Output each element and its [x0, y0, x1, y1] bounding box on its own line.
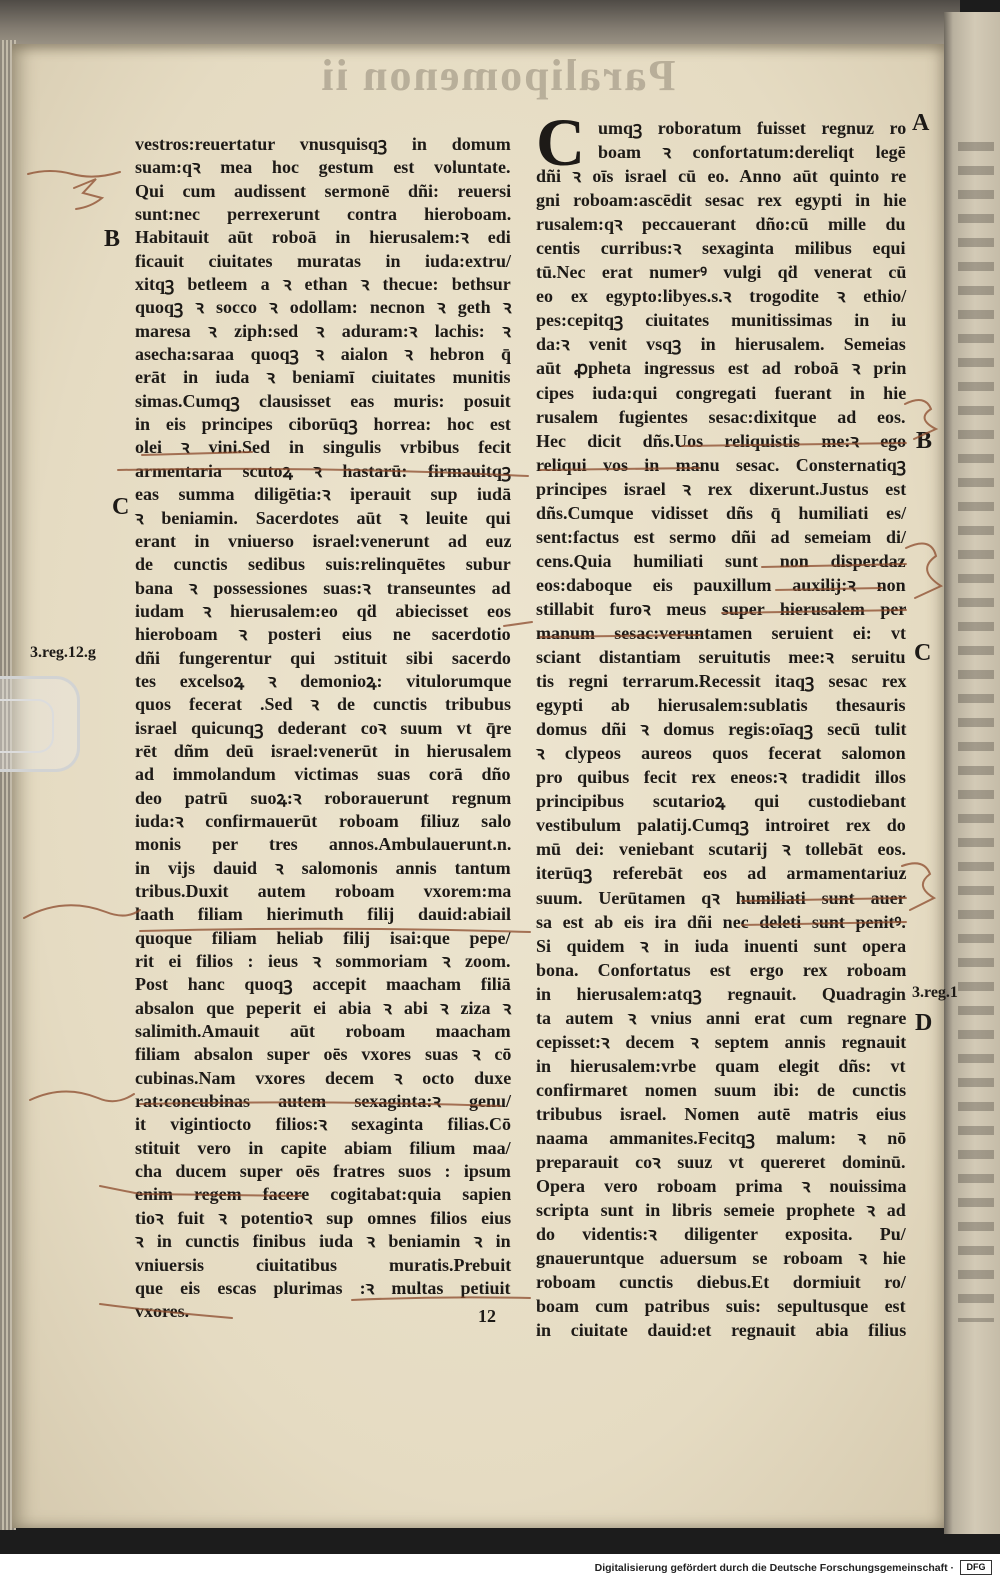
line-text: armentaria scutoꝝ ꝛ hastarū: firmauitqꝫ [135, 460, 512, 481]
text-line [135, 460, 511, 483]
line-text: asecha:saraa quoqꝫ ꝛ aialon ꝛ hebron q̄ [135, 344, 511, 365]
marginal-reference: 3.reg.1 [912, 984, 958, 1001]
line-text: umqꝫ roboratum fuisset regnuz ro [598, 118, 907, 138]
line-text: quos fecerat .Sed ꝛ de cunctis tribubus [135, 694, 512, 715]
line-text: cubinas.Nam vxores decem ꝛ octo duxe [135, 1067, 512, 1088]
text-line [135, 436, 511, 459]
text-line [135, 880, 511, 903]
line-text: dñs.Cumque vidisset dñs q̄ humiliati es/ [536, 502, 907, 523]
line-text: boam ꝛ confortatum:dereliqt legē [598, 142, 906, 163]
line-text: boam cum patribus suis: sepultusque est [536, 1296, 906, 1317]
line-text: in hierusalem:atqꝫ regnauit. Quadragin [536, 983, 906, 1004]
line-text: it vigintiocto filios:ꝛ sexaginta filias.Cō [135, 1114, 512, 1135]
text-line [135, 1067, 511, 1090]
text-line [135, 1020, 511, 1043]
line-text: de cunctis sedibus suis:relinquētes subur [135, 554, 511, 575]
text-line [536, 1246, 906, 1270]
line-text: stituit vero in capite abiam filium maa/ [135, 1137, 511, 1158]
text-line [135, 413, 511, 436]
line-text: quoque filiam heliab filij isai:que pepe/ [135, 927, 511, 948]
text-line [135, 693, 511, 716]
line-text: Qui cum audissent sermonē dñi: reuersi [135, 180, 512, 201]
text-line [135, 997, 511, 1020]
text-line [135, 1043, 511, 1066]
text-line [536, 381, 906, 405]
line-text: simas.Cumqꝫ clausisset eas muris: posuit [135, 390, 511, 411]
footer-bar [0, 1554, 1000, 1583]
line-text: monis per tres annos.Ambulauerunt.n. [135, 834, 512, 855]
text-line [135, 623, 511, 646]
text-line [135, 226, 511, 249]
text-line [536, 669, 906, 693]
line-text: que eis escas plurimas :ꝛ multas petiuit [135, 1277, 511, 1298]
text-line [135, 156, 511, 179]
text-line [135, 600, 511, 623]
line-text: rit ei filios : ieus ꝛ sommoriam ꝛ zoom. [135, 951, 511, 972]
line-text: dñi ꝛ oīs israel cū eo. Anno aūt quinto re [536, 166, 907, 187]
text-line [135, 273, 511, 296]
line-text: israel quicunqꝫ dederant coꝛ suum vt q̄re [135, 717, 512, 738]
line-text: eos:daboque eis pauxillum auxilij:ꝛ non [536, 574, 906, 595]
text-line [536, 837, 906, 861]
text-line [135, 1254, 511, 1277]
text-line [135, 647, 511, 670]
text-line [135, 950, 511, 973]
text-line [135, 180, 511, 203]
marginal-note: B [916, 428, 933, 454]
text-line [536, 958, 906, 982]
line-text: stillabit furoꝛ meus super hierusalem per [536, 598, 907, 619]
marginal-note: D [915, 1010, 933, 1036]
text-line [536, 693, 906, 717]
text-line [135, 1090, 511, 1113]
line-text: tribus.Duxit autem roboam vxorem:ma [135, 881, 512, 901]
line-text: erāt in iuda ꝛ beniamī ciuitates munitis [135, 367, 511, 388]
text-line [536, 356, 906, 380]
text-line [536, 212, 906, 236]
text-line [536, 236, 906, 260]
text-line [135, 1160, 511, 1183]
text-line [536, 621, 906, 645]
text-line [135, 857, 511, 880]
signature-mark: 12 [478, 1306, 496, 1326]
facing-page-edge [944, 12, 1000, 1534]
text-line [536, 1318, 906, 1342]
text-line [536, 501, 906, 525]
line-text: suum. Uerūtamen qꝛ humiliati sunt auer [536, 887, 906, 908]
text-line [536, 741, 906, 765]
text-line [536, 861, 906, 885]
text-line [536, 765, 906, 789]
line-text: iuda:ꝛ confirmauerūt roboam filiuz salo [135, 810, 512, 831]
line-text: filiam absalon super oēs vxores suas ꝛ cō [135, 1044, 512, 1065]
line-text: maresa ꝛ ziph:sed ꝛ aduram:ꝛ lachis: ꝛ [135, 320, 511, 341]
text-line [536, 1150, 906, 1174]
text-line [536, 477, 906, 501]
line-text: mū dei: veniebant scutarij ꝛ tollebāt eos. [536, 839, 907, 860]
text-line [135, 507, 511, 530]
text-line [536, 886, 906, 910]
text-line [536, 405, 906, 429]
line-text: ad immolandum victimas suas corā dño [135, 764, 511, 785]
line-text: tis regni terrarum.Recessit itaqꝫ sesac rex [536, 671, 907, 692]
text-line [135, 343, 511, 366]
line-text: vniuersis ciuitatibus muratis.Prebuit [135, 1254, 512, 1275]
funding-credit: Digitalisierung gefördert durch die Deutsche Forschungsgemeinschaft · [594, 1562, 954, 1574]
line-text: tribubus israel. Nomen autē matris eius [536, 1103, 906, 1124]
running-head: Paralipomenon ii [319, 51, 676, 100]
line-text: do videntis:ꝛ diligenter exposita. Pu/ [536, 1224, 906, 1245]
line-text: da:ꝛ venit vsqꝫ in hierusalem. Semeias [536, 334, 906, 355]
text-line [536, 1078, 906, 1102]
text-line [135, 530, 511, 553]
line-text: naama ammanites.Fecitqꝫ malum: ꝛ nō [536, 1127, 907, 1148]
text-line [536, 525, 906, 549]
line-text: in vijs dauid ꝛ salomonis annis tantum [135, 857, 511, 878]
text-line [135, 320, 511, 343]
line-text: eas summa diligētia:ꝛ iperauit sup iudā [135, 484, 512, 505]
text-line [135, 927, 511, 950]
text-line [135, 810, 511, 833]
text-line [536, 260, 906, 284]
line-text: domus dñi ꝛ domus regis:oīaqꝫ secū tulit [536, 719, 907, 740]
text-line [135, 740, 511, 763]
paper-clip [0, 676, 80, 772]
line-text: bona. Confortatus est ergo rex roboam [536, 959, 907, 980]
text-line [135, 1207, 511, 1230]
line-text: gni roboam:ascēdit sesac rex egypti in hie [536, 190, 907, 211]
line-text: principibus scutarioꝝ qui custodiebant [536, 791, 906, 812]
text-line [135, 1277, 511, 1300]
line-text: enim regem facere cogitabat:quia sapien [135, 1184, 512, 1205]
line-text: deo patrū suoꝝ:ꝛ roborauerunt regnum [135, 787, 512, 808]
line-text: rusalem fugientes sesac:dixitque ad eos. [536, 406, 906, 427]
line-text: cens.Quia humiliati sunt non disperdaz [536, 550, 906, 571]
line-text: ꝛ clypeos aureos quos fecerat salomon [536, 743, 906, 764]
line-text: vxores. [135, 1301, 190, 1322]
left-text-column [135, 133, 511, 1324]
line-text: Post hanc quoqꝫ accepit maacham filiā [135, 974, 511, 995]
line-text: tioꝛ fuit ꝛ potentioꝛ sup omnes filios eius [135, 1207, 512, 1228]
text-line [135, 973, 511, 996]
line-text: absalon que peperit ei abia ꝛ abi ꝛ ziza ꝛ [135, 997, 512, 1018]
text-line [536, 1126, 906, 1150]
line-text: preparauit coꝛ suuz vt quereret dominū. [536, 1152, 906, 1173]
text-line [536, 1102, 906, 1126]
line-text: roboam cunctis diebus.Et dormiuit ro/ [536, 1272, 906, 1293]
text-line [536, 597, 906, 621]
line-text: pes:cepitqꝫ ciuitates munitissimas in iu [536, 310, 907, 331]
line-text: in hierusalem:vrbe quam elegit dñs: vt [536, 1055, 906, 1076]
marginal-note: C [112, 494, 130, 520]
dfg-logo: DFG [960, 1560, 992, 1575]
line-text: scripta sunt in libris semeie prophete ꝛ ad [536, 1200, 906, 1221]
marginal-reference: 3.reg.12.g [30, 644, 96, 661]
line-text: iudam ꝛ hierusalem:eo qḋ abiecisset eos [135, 600, 512, 621]
initial-letter: C [536, 104, 586, 180]
text-line [536, 284, 906, 308]
text-line [536, 717, 906, 741]
line-text: rēt dñm deū israel:venerūt in hierusalem [135, 740, 512, 761]
line-text: vestibulum palatij.Cumqꝫ introiret rex do [536, 815, 906, 836]
line-text: xitqꝫ betleem a ꝛ ethan ꝛ thecue: bethsur [135, 274, 511, 295]
line-text: suam:qꝛ mea hoc gestum est voluntate. [135, 157, 511, 178]
text-line [536, 910, 906, 934]
line-text: manum sesac:veruntamen seruient ei: vt [536, 622, 906, 643]
text-line [536, 1054, 906, 1078]
line-text: gnaueruntque aduersum se roboam ꝛ hie [536, 1248, 906, 1269]
text-line [536, 164, 906, 188]
line-text: eo ex egypto:libyes.s.ꝛ trogodite ꝛ ethio/ [536, 286, 907, 307]
line-text: bana ꝛ possessiones suas:ꝛ transeuntes ad [135, 577, 511, 598]
right-text-column [536, 116, 906, 1342]
text-line [536, 116, 906, 140]
line-text: ꝛ beniamin. Sacerdotes aūt ꝛ leuite qui [135, 507, 511, 528]
text-line [536, 1174, 906, 1198]
text-line [135, 787, 511, 810]
text-line [536, 982, 906, 1006]
line-text: dñi fungerentur qui ɔstituit sibi sacerdo [135, 647, 511, 668]
line-text: pro quibus fecit rex eneos:ꝛ tradidit illos [536, 767, 906, 788]
line-text: centis curribus:ꝛ sexaginta milibus equi [536, 238, 906, 259]
text-line [135, 1113, 511, 1136]
text-line [135, 553, 511, 576]
line-text: erant in vniuerso israel:venerunt ad euz [135, 530, 512, 551]
text-line [536, 1198, 906, 1222]
text-line [135, 717, 511, 740]
text-line [135, 203, 511, 226]
line-text: tes excelsoꝝ ꝛ demonioꝝ: vitulorumque [135, 670, 512, 691]
text-line [135, 390, 511, 413]
text-line [135, 296, 511, 319]
text-line [135, 577, 511, 600]
text-line [536, 332, 906, 356]
line-text: egypti ab hierusalem:sublatis thesauris [536, 695, 906, 716]
line-text: ꝛ in cunctis finibus iuda ꝛ beniamin ꝛ in [135, 1231, 511, 1252]
text-line [536, 1030, 906, 1054]
text-line [536, 429, 906, 453]
text-line [536, 645, 906, 669]
line-text: Si quidem ꝛ in iuda inuenti sunt opera [536, 935, 907, 956]
text-line [536, 1270, 906, 1294]
text-line [536, 573, 906, 597]
line-text: in ciuitate dauid:et regnauit abia filius [536, 1320, 907, 1341]
text-line [536, 1222, 906, 1246]
line-text: aūt ꝓpheta ingressus est ad roboā ꝛ prin [536, 358, 907, 379]
text-line [536, 934, 906, 958]
text-line [135, 133, 511, 156]
marginal-note: C [914, 640, 932, 666]
line-text: tū.Nec erat numerꝰ vulgi qḋ venerat cū [536, 262, 907, 283]
text-line [135, 763, 511, 786]
text-line [135, 833, 511, 856]
text-line [536, 1294, 906, 1318]
line-text: iterūqꝫ referebāt eos ad armamentariuz [536, 863, 907, 884]
line-text: sciant distantiam seruitutis mee:ꝛ seruitu [536, 647, 906, 668]
line-text: sunt:nec perrexerunt contra hieroboam. [135, 204, 512, 225]
line-text: salimith.Amauit aūt roboam maacham [135, 1021, 511, 1042]
line-text: rat:concubinas autem sexaginta:ꝛ genu/ [135, 1091, 512, 1112]
text-line [135, 1137, 511, 1160]
text-line [536, 549, 906, 573]
text-line [135, 1183, 511, 1206]
text-line [135, 366, 511, 389]
marginal-note: B [104, 226, 121, 252]
text-line [135, 903, 511, 926]
line-text: rusalem:qꝛ peccauerant dño:cū mille du [536, 214, 906, 235]
line-text: laath filiam hierimuth filij dauid:abiail [135, 904, 512, 925]
line-text: Habitauit aūt roboā in hierusalem:ꝛ edi [135, 227, 511, 248]
line-text: Hec dicit dñs.Uos reliquistis me:ꝛ ego [536, 430, 907, 451]
line-text: hieroboam ꝛ posteri eius ne sacerdotio [135, 624, 511, 645]
text-line [536, 140, 906, 164]
line-text: sent:factus est sermo dñi ad semeiam di/ [536, 526, 906, 547]
line-text: Opera vero roboam prima ꝛ nouissima [536, 1176, 907, 1197]
line-text: cha ducem super oēs fratres suos : ipsum [135, 1161, 511, 1182]
text-line [135, 483, 511, 506]
line-text: olei ꝛ vini.Sed in singulis vrbibus fecit [135, 437, 512, 458]
line-text: principes israel ꝛ rex dixerunt.Justus est [536, 478, 907, 499]
text-line [135, 1230, 511, 1253]
line-text: ta autem ꝛ vnius anni erat cum regnare [536, 1007, 907, 1028]
line-text: reliqui vos in manu sesac. Consternatiqꝫ [536, 454, 906, 475]
text-line [536, 188, 906, 212]
text-line [135, 1300, 511, 1323]
line-text: quoqꝫ ꝛ socco ꝛ odollam: necnon ꝛ geth ꝛ [135, 297, 512, 318]
text-line [536, 789, 906, 813]
text-line [536, 1006, 906, 1030]
line-text: cepisset:ꝛ decem ꝛ septem annis regnauit [536, 1031, 907, 1052]
line-text: ficauit ciuitates muratas in iuda:extru/ [135, 250, 511, 271]
line-text: cipes iuda:qui congregati fuerant in hie [536, 382, 907, 403]
line-text: sa est ab eis ira dñi nec deleti sunt penitꝰ. [536, 911, 906, 932]
marginal-note: A [912, 110, 930, 136]
line-text: in eis principes ciborūqꝫ horrea: hoc est [135, 414, 511, 435]
text-line [536, 453, 906, 477]
text-line [135, 250, 511, 273]
text-line [135, 670, 511, 693]
text-line [536, 308, 906, 332]
line-text: confirmaret nomen suum ibi: de cunctis [536, 1079, 907, 1100]
text-line [536, 813, 906, 837]
line-text: vestros:reuertatur vnusquisqꝫ in domum [135, 134, 511, 154]
